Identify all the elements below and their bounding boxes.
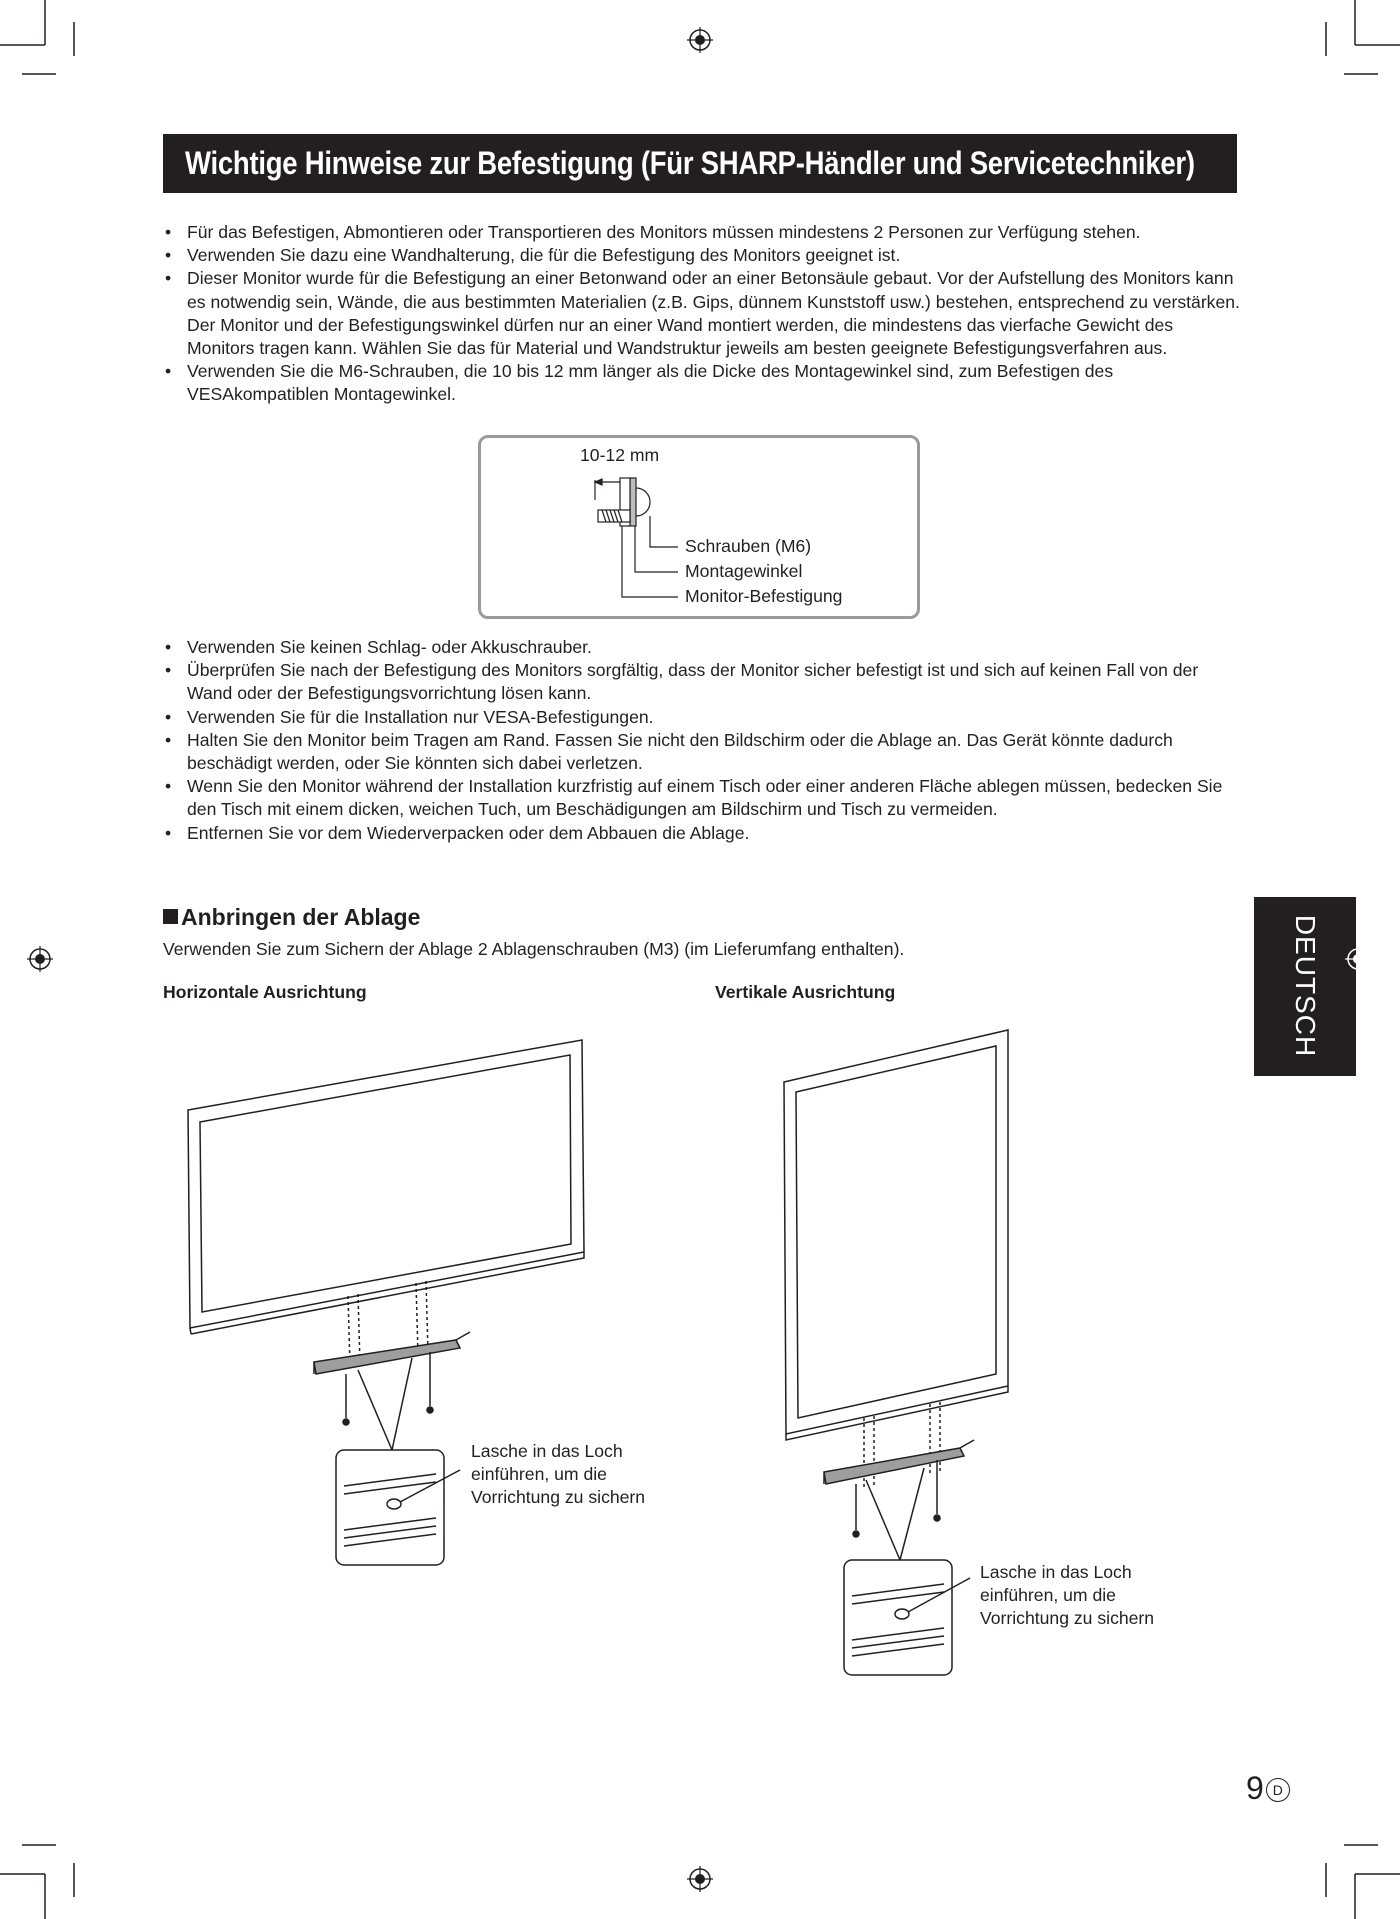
list-item: • Überprüfen Sie nach der Befestigung des Monitors sorgfältig, dass der Monitor sicher befestigt ist und sich auf keinen Fall von der Wand oder der Befestigungsvorrichtung lösen kann. xyxy=(163,659,1243,705)
list-item: • Verwenden Sie für die Installation nur VESA-Befestigungen. xyxy=(163,706,1243,729)
list-item: • Halten Sie den Monitor beim Tragen am Rand. Fassen Sie nicht den Bildschirm oder die Ablage an. Das Gerät könnte dadurch beschädigt werden, oder Sie könnten sich dabei verletzen. xyxy=(163,729,1243,775)
bullet-list-top xyxy=(163,221,1243,407)
vertical-heading: Vertikale Ausrichtung xyxy=(715,982,896,1002)
vertical-callout-line2: einführen, um die xyxy=(980,1585,1116,1605)
horizontal-callout-line3: Vorrichtung zu sichern xyxy=(471,1487,646,1507)
page-number xyxy=(1246,1770,1290,1807)
registration-mark-left xyxy=(27,946,53,972)
square-bullet-icon xyxy=(163,909,178,924)
section-text: Verwenden Sie zum Sichern der Ablage 2 Ablagenschrauben (M3) (im Lieferumfang enthalten). xyxy=(163,939,905,959)
registration-mark-bottom xyxy=(687,1866,713,1892)
list-item-continuation: Der Monitor und der Befestigungswinkel dürfen nur an einer Wand montiert werden, die mindestens das vierfache Gewicht des Monitors tragen kann. Wählen Sie das für Material und Wandstruktur jeweils am besten geeignete Befestigungsverfahren aus. xyxy=(187,314,1174,359)
bullet-list-bottom xyxy=(163,636,1243,845)
language-tab xyxy=(1254,897,1356,1076)
section-heading-text: Anbringen der Ablage xyxy=(181,904,421,930)
label-screws: Schrauben (M6) xyxy=(685,536,812,556)
list-item: • Entfernen Sie vor dem Wiederverpacken oder dem Abbauen die Ablage. xyxy=(163,822,1243,845)
list-item: • Verwenden Sie die M6-Schrauben, die 10 bis 12 mm länger als die Dicke des Montagewinkel sind, zum Befestigen des VESAkompatiblen Montagewinkel. xyxy=(163,360,1243,406)
horizontal-callout-line2: einführen, um die xyxy=(471,1464,607,1484)
dimension-label: 10-12 mm xyxy=(580,445,660,465)
horizontal-heading: Horizontale Ausrichtung xyxy=(163,982,367,1002)
vertical-callout-line3: Vorrichtung zu sichern xyxy=(980,1608,1155,1628)
language-tab-label: DEUTSCH xyxy=(1290,914,1321,1058)
registration-mark-top xyxy=(687,27,713,53)
label-bracket: Montagewinkel xyxy=(685,561,803,581)
title-bar xyxy=(163,134,1237,193)
list-item: • Verwenden Sie keinen Schlag- oder Akkuschrauber. xyxy=(163,636,1243,659)
list-item: • Wenn Sie den Monitor während der Installation kurzfristig auf einem Tisch oder einer anderen Fläche ablegen müssen, bedecken Sie den Tisch mit einem dicken, weichen Tuch, um Beschädigungen am Bildschirm und Tisch zu vermeiden. xyxy=(163,775,1243,821)
list-item: • Verwenden Sie dazu eine Wandhalterung, die für die Befestigung des Monitors geeignet ist. xyxy=(163,244,1243,267)
language-mark-icon: D xyxy=(1266,1778,1290,1802)
horizontal-callout-line1: Lasche in das Loch xyxy=(471,1441,623,1461)
vertical-callout-line1: Lasche in das Loch xyxy=(980,1562,1132,1582)
list-item: • Für das Befestigen, Abmontieren oder Transportieren des Monitors müssen mindestens 2 Personen zur Verfügung stehen. xyxy=(163,221,1243,244)
page-number-value: 9 xyxy=(1246,1770,1264,1806)
registration-mark-right xyxy=(1345,946,1371,972)
section-heading xyxy=(163,904,420,931)
page-title: Wichtige Hinweise zur Befestigung (Für SHARP-Händler und Servicetechniker) xyxy=(185,145,1195,181)
label-monitor-mount: Monitor-Befestigung xyxy=(685,586,843,606)
list-item: • Dieser Monitor wurde für die Befestigung an einer Betonwand oder an einer Betonsäule gebaut. Vor der Aufstellung des Monitors kann es notwendig sein, Wände, die aus bestimmten Materialien (z.B. Gips, dünnem Kunststoff usw.) bestehen, entsprechend zu verstärken. xyxy=(163,267,1243,313)
